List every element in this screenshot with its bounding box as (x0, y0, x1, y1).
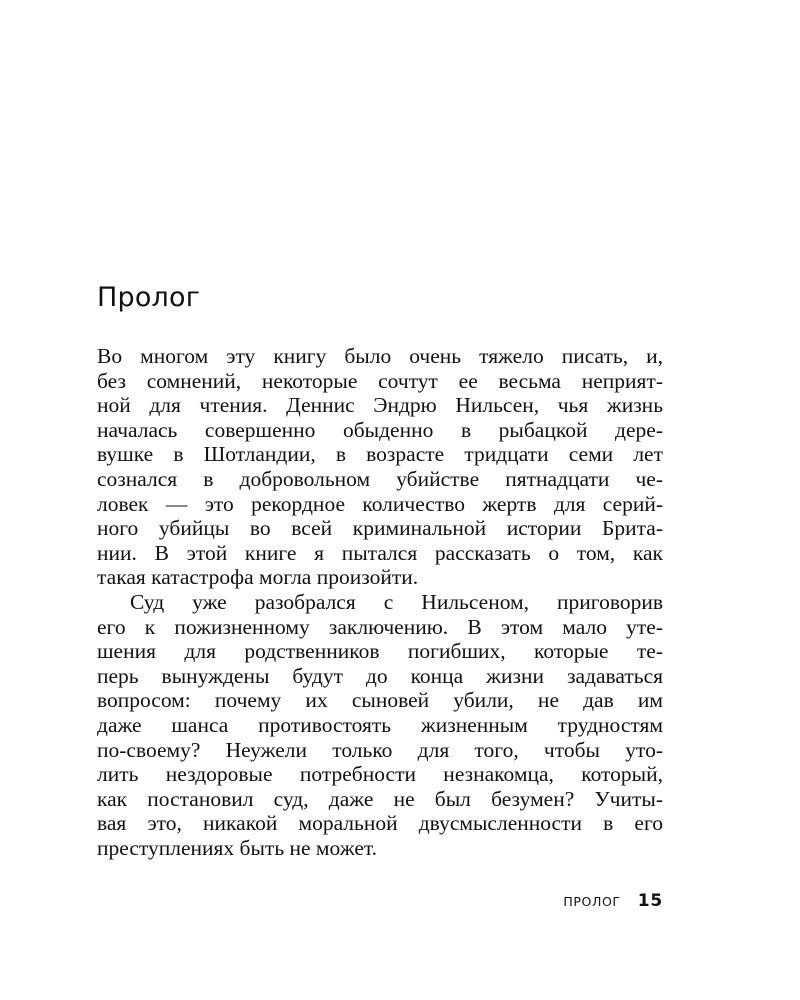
text-line: ной для чтения. Деннис Эндрю Нильсен, чья жизнь (97, 393, 663, 418)
body-text (97, 344, 663, 860)
text-line: по-своему? Неужели только для того, чтобы уто- (97, 737, 663, 762)
text-line: Во многом эту книгу было очень тяжело писать, и, (97, 344, 663, 368)
paragraph-1 (97, 344, 663, 590)
text-line: нии. В этой книге я пытался рассказать о том, как (97, 540, 663, 565)
text-line: вопросом: почему их сыновей убили, не дав им (97, 688, 663, 713)
text-line: преступлениях быть не может. (97, 835, 378, 860)
text-line: вушке в Шотландии, в возрасте тридцати семи лет (97, 442, 663, 467)
chapter-title: Пролог (97, 282, 201, 313)
text-line: без сомнений, некоторые сочтут ее весьма неприят- (97, 368, 663, 393)
text-line: ного убийцы во всей криминальной истории Брита- (97, 516, 663, 541)
running-title: ПРОЛОГ (563, 894, 621, 909)
text-line: такая катастрофа могла произойти. (97, 565, 419, 590)
text-line: шения для родственников погибших, которые те- (97, 639, 663, 664)
page-number: 15 (637, 891, 663, 911)
text-line: перь вынуждены будут до конца жизни задаваться (97, 663, 663, 688)
text-line: даже шанса противостоять жизненным трудностям (97, 712, 663, 737)
text-line: его к пожизненному заключению. В этом мало уте- (97, 614, 663, 639)
text-line: Суд уже разобрался с Нильсеном, приговорив (130, 589, 663, 614)
text-line: началась совершенно обыденно в рыбацкой дере- (97, 417, 663, 442)
paragraph-2 (97, 590, 663, 861)
text-line: ловек — это рекордное количество жертв для серий- (97, 491, 663, 516)
text-line: лить нездоровые потребности незнакомца, который, (97, 762, 663, 787)
text-line: вая это, никакой моральной двусмысленности в его (97, 811, 663, 836)
running-footer (563, 891, 663, 911)
text-line: сознался в добровольном убийстве пятнадцати че- (97, 466, 663, 491)
text-line: как постановил суд, даже не был безумен? Учиты- (97, 786, 663, 811)
